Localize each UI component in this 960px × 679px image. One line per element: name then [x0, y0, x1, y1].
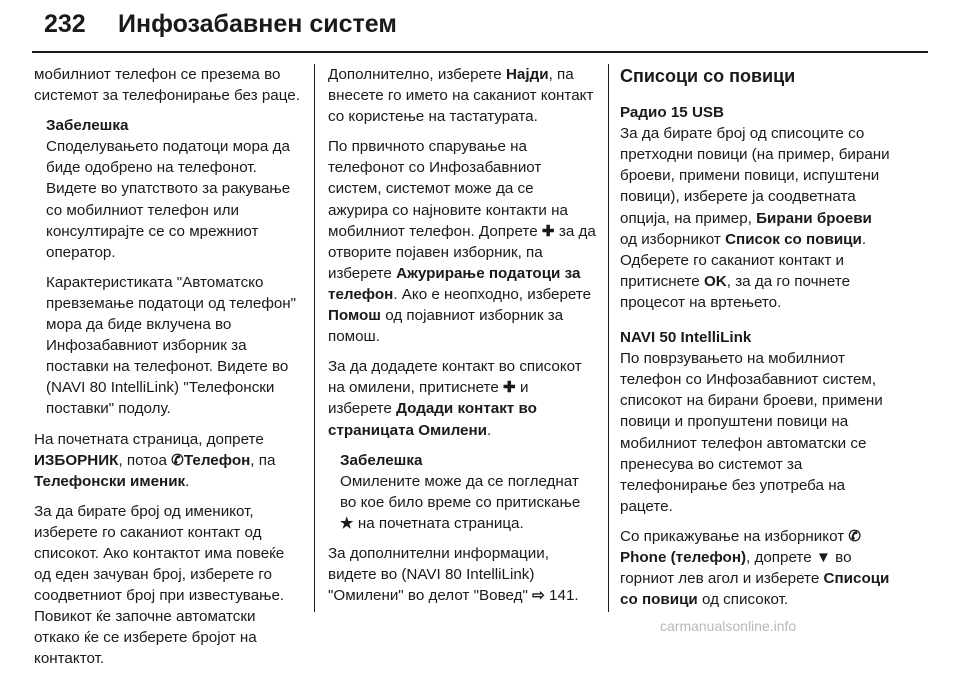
phone-menu-term: ✆Phone (телефон) [620, 527, 862, 566]
reference-arrow-icon: ⇨ [532, 587, 545, 605]
paragraph: На почетната страница, допрете ИЗБОРНИК, потоа ✆Телефон, па Телефонски именик. [34, 430, 276, 490]
note-text: Омилените може да се погледнат во кое било време со притискање ★ на почетната страница. [340, 471, 596, 534]
header-rule [32, 51, 928, 53]
dialed-term: Бирани броеви [756, 209, 872, 227]
plus-icon: ✚ [503, 379, 516, 397]
find-term: Најди [505, 66, 549, 83]
watermark: carmanualsonline.info [660, 618, 797, 634]
note-box [46, 115, 302, 419]
menu-term: ИЗБОРНИК [34, 451, 119, 469]
down-triangle-icon: ▼ [815, 548, 831, 566]
note-heading: Забелешка [46, 117, 129, 135]
note-heading: Забелешка [340, 451, 423, 469]
subheading-radio: Радио 15 USB [620, 104, 725, 122]
column-divider [608, 64, 609, 612]
phone-term: ✆Телефон [171, 452, 250, 469]
paragraph: По првичното спарување на телефонот со Инфозабавниот систем, системот може да се ажурира со најновите контакти на мобилниот телефон. Допрете ✚ за да отворите појавен изборник, па изберете Ажурирање податоци за телефон. Ако е неопходно, изберете Помош од појавниот изборник за помош. [328, 138, 596, 346]
phone-icon: ✆ [171, 451, 184, 469]
paragraph: Со прикажување на изборникот ✆Phone (телефон), допрете ▼ во горниот лев агол и изберете Списоци со повици од списокот. [620, 527, 890, 609]
phonebook-term: Телефонски именик [34, 472, 186, 490]
help-term: Помош [328, 307, 381, 325]
ok-term: OK [703, 272, 727, 290]
plus-icon: ✚ [541, 222, 555, 240]
phone-icon: ✆ [848, 527, 862, 545]
page-title: Инфозабавнен систем [118, 10, 397, 38]
note-text: Карактеристиката "Автоматско превземање податоци од телефон" мора да биде вклучена во Инфозабавниот изборник за поставки на телефонот. Видете во (NAVI 80 IntelliLink) "Телефонски поставки" подолу. [46, 273, 297, 418]
column-divider [314, 64, 315, 612]
calllists-term: Списоци со повици [620, 570, 890, 609]
update-term: Ажурирање податоци за телефон [328, 264, 581, 303]
star-icon: ★ [340, 514, 354, 532]
paragraph: По поврзувањето на мобилниот телефон со Инфозабавниот систем, списокот на бирани броеви, примени повици и пропуштени повици на мобилниот телефон автоматски се пренесува во системот за телефонирање без употреба на рацете. [620, 350, 883, 515]
paragraph: мобилниот телефон се презема во системот за телефонирање без раце. [34, 66, 300, 105]
column-3 [620, 64, 892, 619]
paragraph: За да додадете контакт во списокот на омилени, притиснете ✚ и изберете Додади контакт во страницата Омилени. [328, 358, 582, 439]
section-heading: Списоци со повици [620, 66, 796, 86]
column-1 [34, 64, 302, 679]
column-2 [328, 64, 596, 615]
note-text: Споделувањето податоци мора да биде одобрено на телефонот. Видете во упатството за ракување со мобилниот телефон или консултирајте се со мрежниот оператор. [46, 138, 291, 261]
paragraph: Дополнително, изберете Најди, па внесете го името на саканиот контакт со користење на тастатурата. [328, 66, 594, 126]
subheading-navi: NAVI 50 IntelliLink [620, 329, 752, 347]
add-favourite-term: Додади контакт во страницата Омилени [328, 400, 537, 439]
page-header [44, 10, 916, 46]
note-box [340, 450, 596, 534]
calllist-term: Список со повици [725, 230, 862, 248]
paragraph: За да бирате број од именикот, изберете го саканиот контакт од списокот. Ако контактот има повеќе од еден зачуван број, изберете го соодветниот број при известување. Повикот ќе започне автоматски откако ќе се изберете бројот на контактот. [34, 502, 285, 668]
page-number: 232 [44, 10, 86, 38]
paragraph: За дополнителни информации, видете во (NAVI 80 IntelliLink) "Омилени" во делот "Вовед" ⇨ 141. [328, 543, 596, 606]
paragraph: За да бирате број од списоците со претходни повици (на пример, бирани броеви, примени повици, испуштени повици), изберете ја соодветната опција, на пример, Бирани броеви од изборникот Список со повици. Одберете го саканиот контакт и притиснете OK, за да го почнете процесот на вртењето. [620, 125, 890, 311]
